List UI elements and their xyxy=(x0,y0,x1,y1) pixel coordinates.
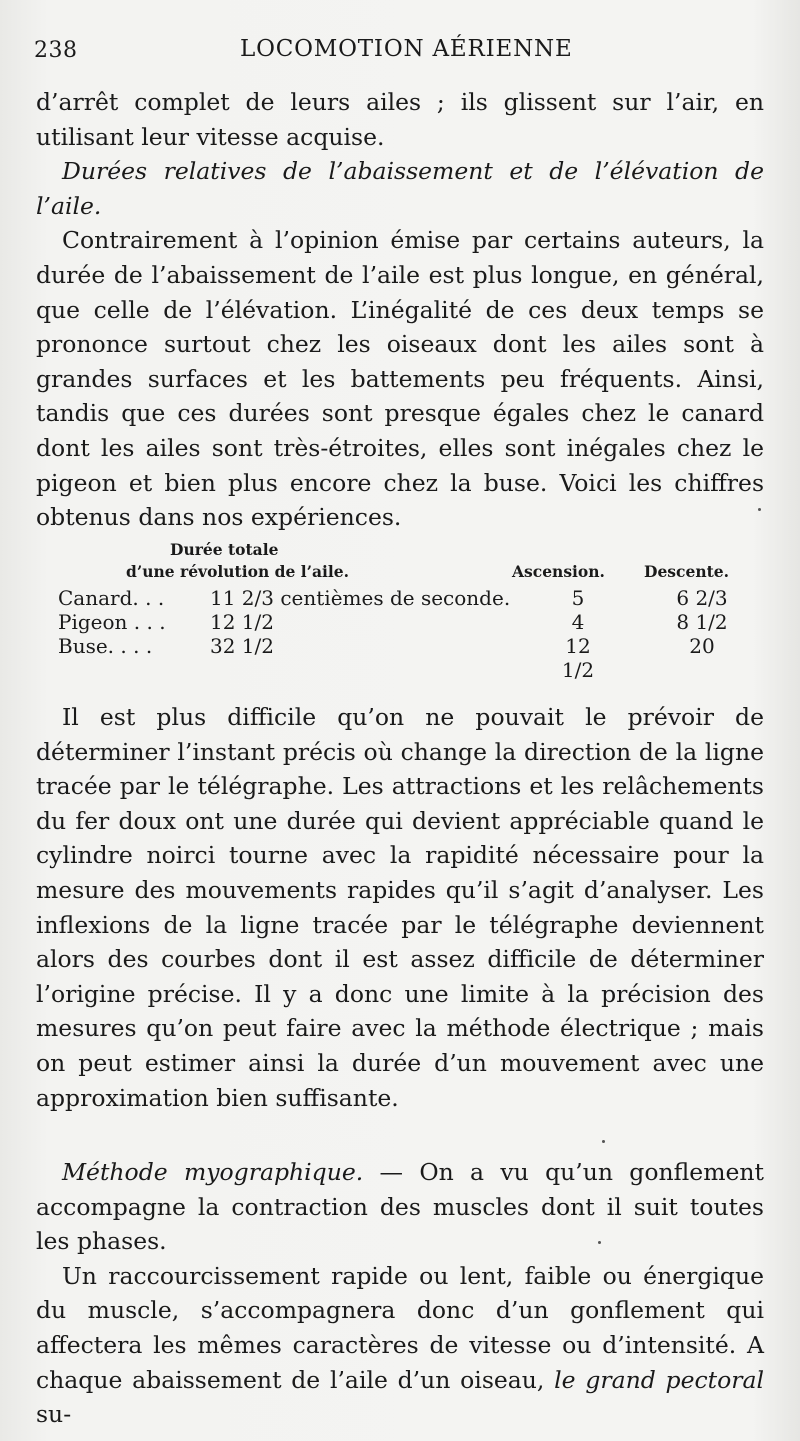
print-speck xyxy=(598,1241,601,1244)
print-speck xyxy=(602,1140,605,1143)
table-row xyxy=(58,634,770,682)
row-ascension: 5 xyxy=(571,586,585,610)
row-descente: 20 xyxy=(689,634,715,658)
text-block-top xyxy=(36,85,764,535)
row-duration: 32 1/2 xyxy=(210,634,274,658)
table-header-revolution: d’une révolution de l’aile. xyxy=(126,562,350,581)
paragraph-methode xyxy=(36,1155,764,1259)
table-header-ascension: Ascension. xyxy=(512,562,605,581)
running-title: LOCOMOTION AÉRIENNE xyxy=(240,36,573,62)
row-ascension: 12 1/2 xyxy=(561,634,595,682)
table-row xyxy=(58,610,770,636)
row-descente: 8 1/2 xyxy=(676,610,728,634)
print-speck xyxy=(758,508,761,511)
page-header xyxy=(34,34,766,74)
row-bird-name: Canard. . . xyxy=(58,586,165,610)
paragraph-raccourcissement-text: Un raccourcissement rapide ou lent, faible ou énergique du muscle, s’accompagnera donc d’un gonflement qui affectera les mêmes caractères de vitesse ou d’intensité. A chaque abaissement de l’aile d’un oiseau, xyxy=(36,1261,764,1394)
paragraph-raccourcissement-italic: le grand pectoral xyxy=(554,1365,764,1394)
row-duration: 12 1/2 xyxy=(210,610,274,634)
paragraph-raccourcissement xyxy=(36,1259,764,1432)
paragraph-difficile: Il est plus difficile qu’on ne pouvait le prévoir de déterminer l’instant précis où change la direction de la ligne tracée par le télégraphe. Les attractions et les relâchements du fer doux ont une durée qui devient appréciable quand le cylindre noirci tourne avec la rapidité nécessaire pour la mesure des mouvements rapides qu’il s’agit d’analyser. Les inflexions de la ligne tracée par le télégraphe deviennent alors des courbes dont il est assez difficile de déterminer l’origine précise. Il y a donc une limite à la précision des mesures qu’on peut faire avec la méthode électrique ; mais on peut estimer ainsi la durée d’un mouvement avec une approximation bien suffisante. xyxy=(36,703,764,1112)
table-header-descente: Descente. xyxy=(644,562,730,581)
table-row xyxy=(58,586,770,612)
row-bird-name: Pigeon . . . xyxy=(58,610,166,634)
row-bird-name: Buse. . . . xyxy=(58,634,153,658)
row-descente: 6 2/3 xyxy=(676,586,728,610)
paragraph-continuation: d’arrêt complet de leurs ailes ; ils glissent sur l’air, en utilisant leur vitesse acquise. xyxy=(36,88,764,151)
row-ascension: 4 xyxy=(571,610,585,634)
paragraph-contrairement: Contrairement à l’opinion émise par certains auteurs, la durée de l’abaissement de l’aile est plus longue, en général, que celle de l’élévation. L’inégalité de ces deux temps se prononce surtout chez les oiseaux dont les ailes sont à grandes surfaces et les battements peu fréquents. Ainsi, tandis que ces durées sont presque égales chez le canard dont les ailes sont très-étroites, elles sont inégales chez le pigeon et bien plus encore chez la buse. Voici les chiffres obtenus dans nos expériences. xyxy=(36,226,764,532)
text-block-middle xyxy=(36,700,764,1115)
section-heading-myographique: Méthode myographique. xyxy=(62,1158,364,1186)
durations-table xyxy=(58,536,770,682)
paragraph-raccourcissement-end: su- xyxy=(36,1400,72,1429)
section-heading-durees: Durées relatives de l’abaissement et de l’élévation de l’aile. xyxy=(36,157,764,220)
table-header-duree: Durée totale xyxy=(170,540,279,559)
text-block-bottom xyxy=(36,1155,764,1432)
paragraph-methode-text: — On a vu qu’un gonflement accompagne la contraction des muscles dont il suit toutes les phases. xyxy=(36,1158,764,1256)
row-duration: 11 2/3 centièmes de seconde. xyxy=(210,586,511,610)
page-number: 238 xyxy=(34,38,78,63)
